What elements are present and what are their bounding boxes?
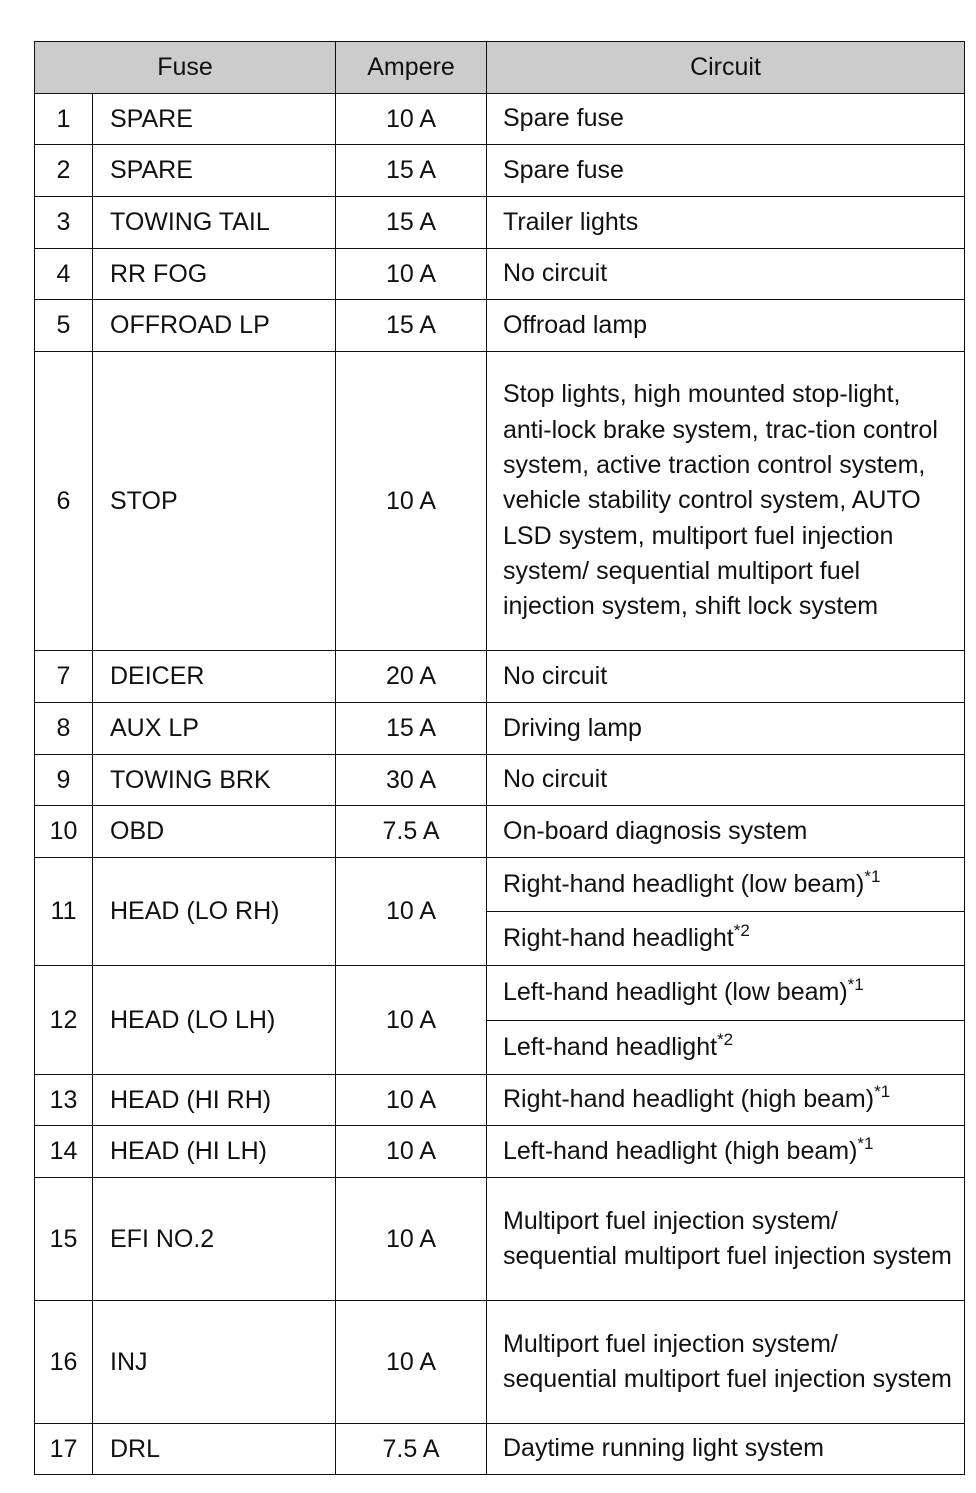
table-row: [35, 352, 965, 651]
table-row: [35, 249, 965, 300]
circuit-text: On-board diagnosis system: [503, 816, 808, 845]
fuse-circuit: [487, 249, 965, 300]
circuit-text: Right-hand headlight (high beam): [503, 1085, 875, 1114]
fuse-name: OFFROAD LP: [93, 300, 336, 352]
circuit-text: Left-hand headlight: [503, 1032, 718, 1061]
header-row: [35, 42, 965, 94]
fuse-ampere: 10 A: [336, 966, 487, 1075]
fuse-ampere: 10 A: [336, 1126, 487, 1178]
fuse-name: DRL: [93, 1424, 336, 1475]
fuse-circuit: [487, 145, 965, 197]
table-row: [35, 703, 965, 755]
circuit-text: Daytime running light system: [503, 1434, 824, 1463]
fuse-name: RR FOG: [93, 249, 336, 300]
fuse-ampere: 10 A: [336, 352, 487, 651]
fuse-ampere: 15 A: [336, 300, 487, 352]
circuit-text: Driving lamp: [503, 713, 642, 742]
fuse-number: 5: [35, 300, 93, 352]
fuse-number: 15: [35, 1178, 93, 1301]
footnote-marker: *1: [864, 866, 881, 886]
footnote-marker: *1: [857, 1133, 874, 1153]
table-row: [35, 1301, 965, 1424]
fuse-number: 6: [35, 352, 93, 651]
fuse-name: SPARE: [93, 145, 336, 197]
fuse-circuit: [487, 1424, 965, 1475]
table-row: [35, 966, 965, 1021]
fuse-ampere: 10 A: [336, 94, 487, 145]
fuse-number: 12: [35, 966, 93, 1075]
footnote-marker: *2: [733, 920, 750, 940]
fuse-ampere: 10 A: [336, 1075, 487, 1126]
fuse-name: TOWING TAIL: [93, 197, 336, 249]
fuse-number: 2: [35, 145, 93, 197]
fuse-table: [34, 41, 965, 1475]
circuit-text: Left-hand headlight (high beam): [503, 1136, 858, 1165]
table-row: [35, 300, 965, 352]
circuit-text: Left-hand headlight (low beam): [503, 978, 848, 1007]
fuse-number: 10: [35, 806, 93, 858]
circuit-text: Spare fuse: [503, 155, 624, 184]
table-row: [35, 755, 965, 806]
footnote-marker: *1: [847, 975, 864, 995]
circuit-text: Offroad lamp: [503, 310, 648, 339]
table-row: [35, 651, 965, 703]
fuse-name: AUX LP: [93, 703, 336, 755]
fuse-name: HEAD (HI LH): [93, 1126, 336, 1178]
fuse-name: OBD: [93, 806, 336, 858]
fuse-name: TOWING BRK: [93, 755, 336, 806]
fuse-circuit: [487, 1075, 965, 1126]
table-row: [35, 145, 965, 197]
circuit-text: Multiport fuel injection system/ sequential multiport fuel injection system: [503, 1329, 952, 1393]
fuse-circuit: [487, 1021, 965, 1075]
table-row: [35, 1075, 965, 1126]
fuse-circuit: [487, 912, 965, 966]
fuse-number: 17: [35, 1424, 93, 1475]
table-row: [35, 94, 965, 145]
fuse-circuit: [487, 352, 965, 651]
fuse-ampere: 20 A: [336, 651, 487, 703]
fuse-name: HEAD (LO RH): [93, 858, 336, 966]
circuit-text: Right-hand headlight: [503, 923, 734, 952]
fuse-number: 1: [35, 94, 93, 145]
circuit-text: No circuit: [503, 661, 608, 690]
fuse-ampere: 15 A: [336, 197, 487, 249]
fuse-name: EFI NO.2: [93, 1178, 336, 1301]
table-row: [35, 1126, 965, 1178]
fuse-number: 11: [35, 858, 93, 966]
fuse-ampere: 10 A: [336, 249, 487, 300]
header-fuse: Fuse: [35, 42, 336, 94]
table-row: [35, 1178, 965, 1301]
fuse-number: 3: [35, 197, 93, 249]
circuit-text: Right-hand headlight (low beam): [503, 869, 865, 898]
circuit-text: Spare fuse: [503, 104, 624, 133]
fuse-name: DEICER: [93, 651, 336, 703]
fuse-number: 9: [35, 755, 93, 806]
fuse-number: 4: [35, 249, 93, 300]
circuit-text: No circuit: [503, 259, 608, 288]
fuse-circuit: [487, 651, 965, 703]
fuse-ampere: 10 A: [336, 1301, 487, 1424]
fuse-name: SPARE: [93, 94, 336, 145]
fuse-number: 14: [35, 1126, 93, 1178]
fuse-circuit: [487, 806, 965, 858]
fuse-circuit: [487, 94, 965, 145]
fuse-ampere: 15 A: [336, 703, 487, 755]
fuse-name: INJ: [93, 1301, 336, 1424]
circuit-text: Trailer lights: [503, 207, 639, 236]
fuse-circuit: [487, 1178, 965, 1301]
fuse-ampere: 10 A: [336, 858, 487, 966]
fuse-name: HEAD (HI RH): [93, 1075, 336, 1126]
table-row: [35, 858, 965, 912]
fuse-number: 8: [35, 703, 93, 755]
fuse-circuit: [487, 197, 965, 249]
fuse-number: 7: [35, 651, 93, 703]
footnote-marker: *1: [874, 1082, 891, 1102]
circuit-text: Multiport fuel injection system/ sequential multiport fuel injection system: [503, 1206, 952, 1270]
fuse-ampere: 30 A: [336, 755, 487, 806]
table-body: [35, 94, 965, 1475]
fuse-number: 13: [35, 1075, 93, 1126]
fuse-ampere: 10 A: [336, 1178, 487, 1301]
fuse-circuit: [487, 703, 965, 755]
fuse-circuit: [487, 858, 965, 912]
fuse-ampere: 15 A: [336, 145, 487, 197]
fuse-circuit: [487, 1126, 965, 1178]
header-circuit: Circuit: [487, 42, 965, 94]
fuse-circuit: [487, 966, 965, 1021]
fuse-circuit: [487, 755, 965, 806]
fuse-name: STOP: [93, 352, 336, 651]
table-row: [35, 197, 965, 249]
fuse-ampere: 7.5 A: [336, 806, 487, 858]
circuit-text: Stop lights, high mounted stop-light, anti-lock brake system, trac-tion control system, active traction control system, vehicle stability control system, AUTO LSD system, multiport fuel injection system/ sequential multiport fuel injection system, shift lock system: [503, 380, 938, 621]
fuse-circuit: [487, 1301, 965, 1424]
table-row: [35, 806, 965, 858]
fuse-circuit: [487, 300, 965, 352]
fuse-ampere: 7.5 A: [336, 1424, 487, 1475]
circuit-text: No circuit: [503, 765, 608, 794]
header-ampere: Ampere: [336, 42, 487, 94]
fuse-name: HEAD (LO LH): [93, 966, 336, 1075]
footnote-marker: *2: [717, 1029, 734, 1049]
fuse-number: 16: [35, 1301, 93, 1424]
table-row: [35, 1424, 965, 1475]
